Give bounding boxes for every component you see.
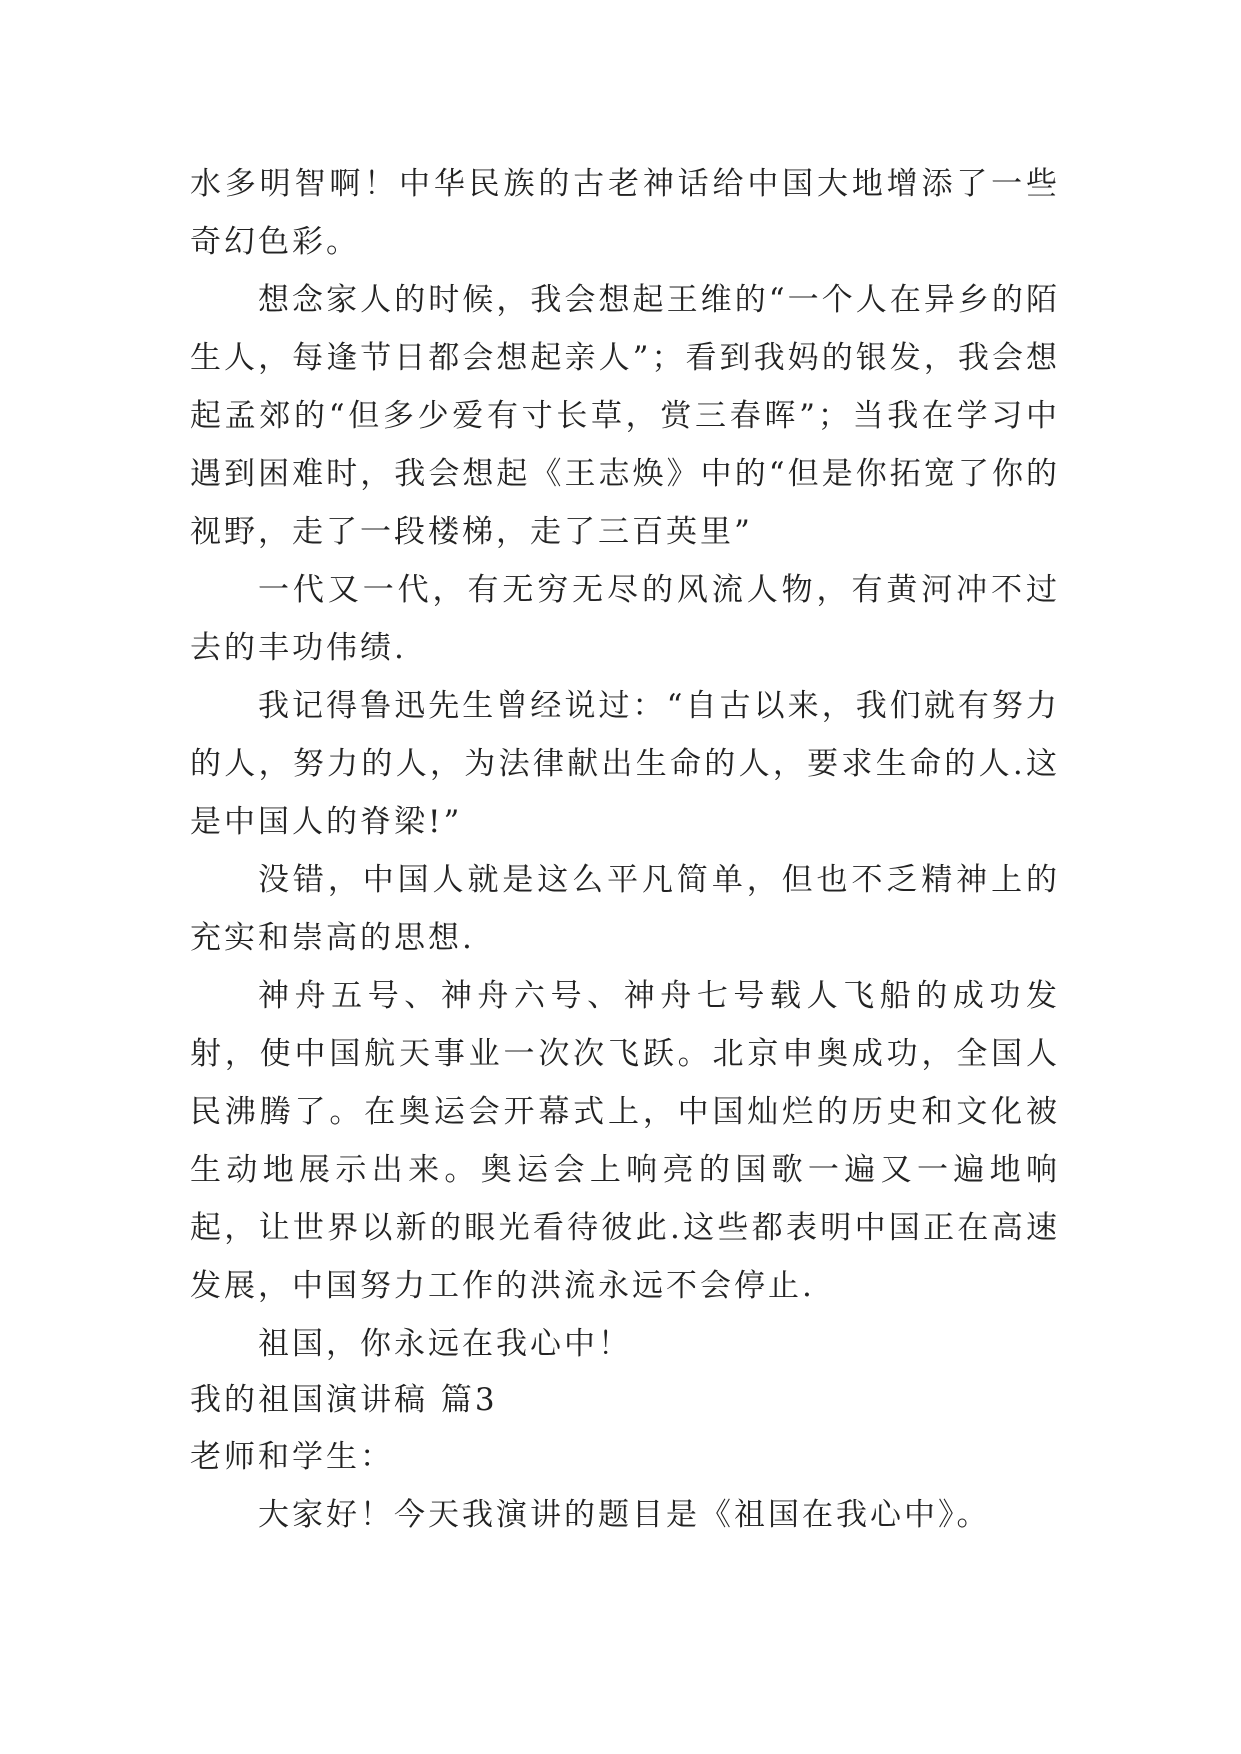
body-paragraph: 我记得鲁迅先生曾经说过：“自古以来，我们就有努力的人，努力的人，为法律献出生命的人，要求生命的人.这是中国人的脊梁!” [190, 688, 1060, 840]
body-paragraph: 一代又一代，有无穷无尽的风流人物，有黄河冲不过去的丰功伟绩. [190, 572, 1060, 666]
body-paragraph: 没错，中国人就是这么平凡简单，但也不乏精神上的充实和崇高的思想. [190, 862, 1060, 956]
body-paragraph: 祖国，你永远在我心中！ [258, 1326, 632, 1362]
salutation: 老师和学生： [190, 1439, 394, 1475]
body-paragraph: 水多明智啊！中华民族的古老神话给中国大地增添了一些奇幻色彩。 [190, 166, 1060, 260]
body-paragraph: 想念家人的时候，我会想起王维的“一个人在异乡的陌生人，每逢节日都会想起亲人”；看到我妈的银发，我会想起孟郊的“但多少爱有寸长草，赏三春晖”；当我在学习中遇到困难时，我会想起《王志焕》中的“但是你拓宽了你的视野，走了一段楼梯，走了三百英里” [190, 282, 1060, 550]
body-paragraph: 大家好！今天我演讲的题目是《祖国在我心中》。 [258, 1497, 991, 1533]
body-paragraph: 神舟五号、神舟六号、神舟七号载人飞船的成功发射，使中国航天事业一次次飞跃。北京申奥成功，全国人民沸腾了。在奥运会开幕式上，中国灿烂的历史和文化被生动地展示出来。奥运会上响亮的国歌一遍又一遍地响起，让世界以新的眼光看待彼此.这些都表明中国正在高速发展，中国努力工作的洪流永远不会停止. [190, 978, 1060, 1304]
section-heading: 我的祖国演讲稿 篇3 [190, 1382, 498, 1418]
document-page [190, 155, 1060, 1544]
